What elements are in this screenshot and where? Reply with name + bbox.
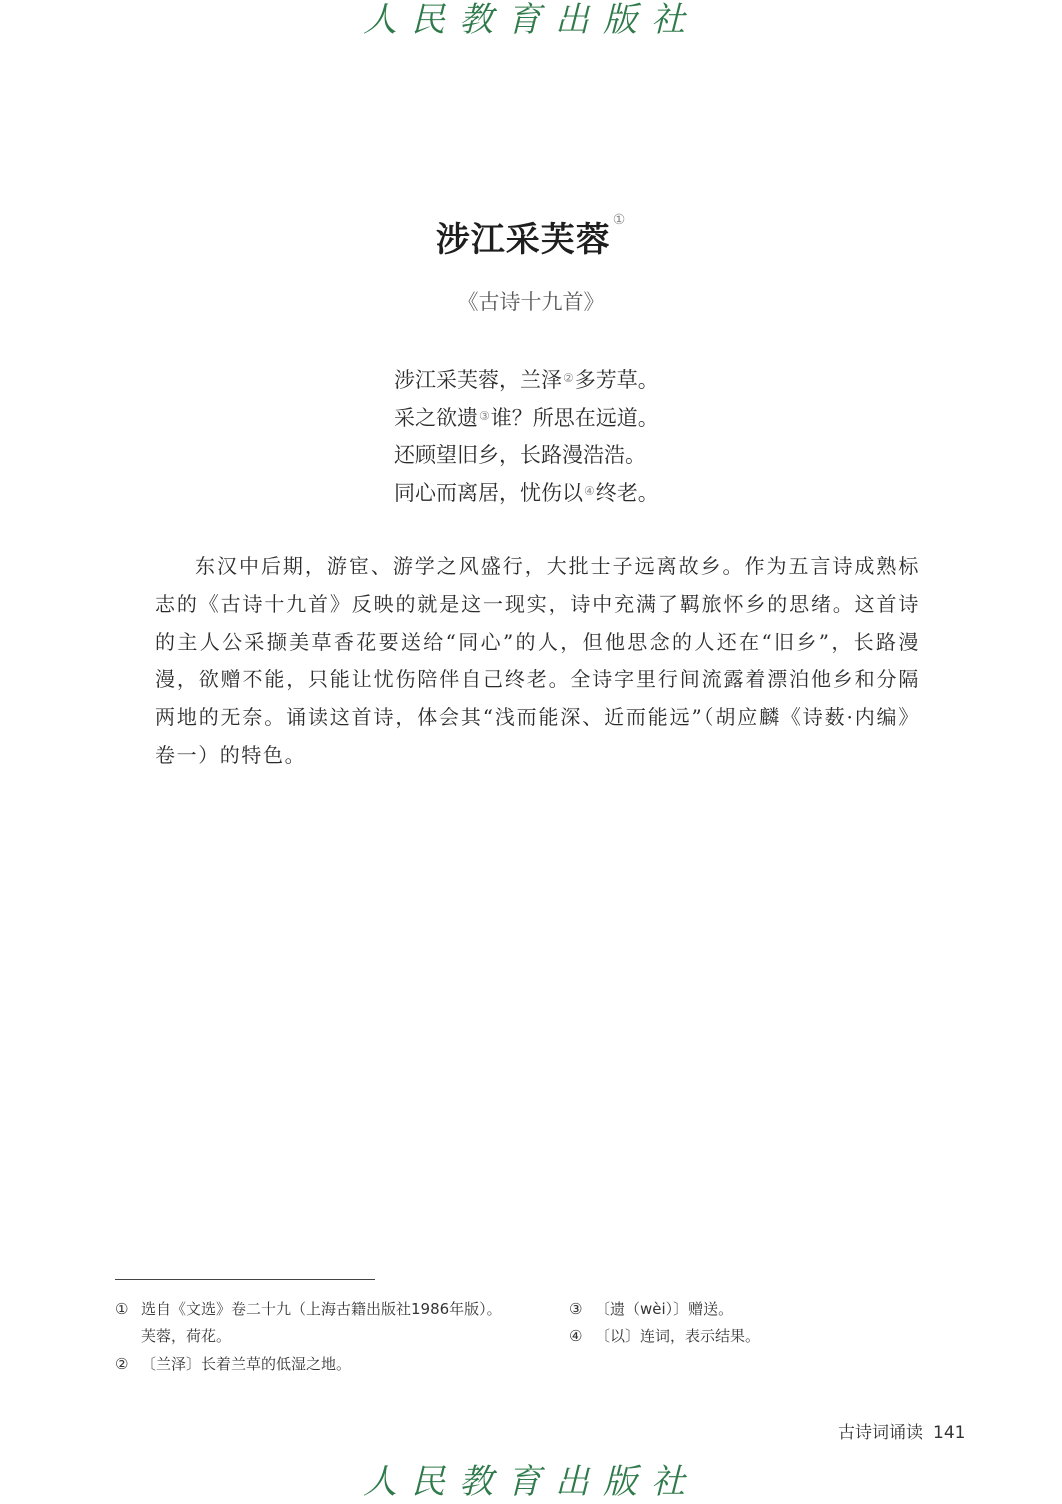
footnote-text: 〔兰泽〕长着兰草的低湿之地。 bbox=[141, 1355, 352, 1373]
section-name: 古诗词诵读 bbox=[838, 1423, 923, 1443]
poem-line bbox=[394, 475, 794, 513]
footnote-1-continuation bbox=[115, 1323, 231, 1351]
footnote-marker[interactable]: ④ bbox=[584, 483, 595, 498]
poem-line bbox=[394, 437, 794, 475]
footnote-marker[interactable]: ③ bbox=[479, 408, 490, 423]
title-footnote-marker[interactable]: ① bbox=[612, 212, 627, 228]
footnote-4 bbox=[569, 1323, 760, 1351]
footnote-text: 〔以〕连词，表示结果。 bbox=[595, 1327, 761, 1345]
poem-line bbox=[394, 362, 794, 400]
publisher-logo-top: 人民教育出版社 bbox=[363, 0, 699, 40]
poem-line-text: 多芳草。 bbox=[574, 368, 659, 392]
footnote-text: 芙蓉，荷花。 bbox=[141, 1327, 232, 1345]
poem-line-text: 终老。 bbox=[595, 480, 659, 505]
footnote-number: ② bbox=[115, 1355, 129, 1373]
poem-line-text: 谁？所思在远道。 bbox=[490, 405, 659, 430]
poem-body bbox=[394, 362, 794, 512]
footnote-marker[interactable]: ② bbox=[563, 371, 574, 385]
poem-line-text: 还顾望旧乡，长路漫浩浩。 bbox=[394, 443, 646, 467]
footnote-3 bbox=[569, 1296, 733, 1324]
poem-source: 《古诗十九首》 bbox=[457, 290, 605, 314]
publisher-logo-bottom: 人民教育出版社 bbox=[363, 1462, 699, 1502]
footnote-1 bbox=[115, 1296, 502, 1324]
footnote-number: ④ bbox=[569, 1327, 583, 1345]
page-footer bbox=[838, 1418, 965, 1443]
poem-title bbox=[0, 212, 1062, 261]
footnote-text: 〔遗（wèi）〕赠送。 bbox=[595, 1300, 734, 1318]
intro-paragraph: 东汉中后期，游宦、游学之风盛行，大批士子远离故乡。作为五言诗成熟标志的《古诗十九首》反映的就是这一现实，诗中充满了羁旅怀乡的思绪。这首诗的主人公采撷美草香花要送给“同心”的人，但他思念的人还在“旧乡”，长路漫漫，欲赠不能，只能让忧伤陪伴自己终老。全诗字里行间流露着漂泊他乡和分隔两地的无奈。诵读这首诗，体会其“浅而能深、近而能远”（胡应麟《诗薮·内编》卷一）的特色。 bbox=[155, 554, 920, 767]
poem-line-text: 采之欲遗 bbox=[394, 405, 478, 430]
footnote-divider bbox=[115, 1279, 375, 1280]
poem-line-text: 涉江采芙蓉，兰泽 bbox=[394, 368, 562, 392]
footnote-2 bbox=[115, 1351, 351, 1379]
page-number: 141 bbox=[933, 1423, 966, 1443]
footnote-number: ③ bbox=[569, 1300, 583, 1318]
poem-line bbox=[394, 400, 794, 438]
footnote-text: 选自《文选》卷二十九（上海古籍出版社1986年版）。 bbox=[141, 1300, 502, 1318]
footnote-number: ① bbox=[115, 1300, 129, 1318]
poem-line-text: 同心而离居，忧伤以 bbox=[394, 480, 583, 505]
poem-title-text: 涉江采芙蓉 bbox=[435, 220, 611, 260]
